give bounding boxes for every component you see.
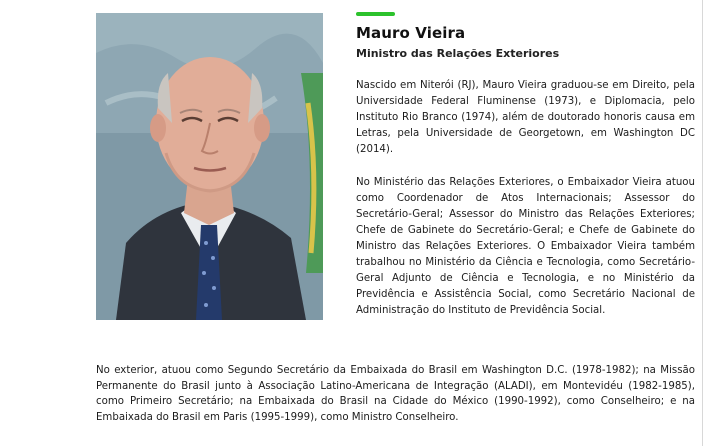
page-edge-divider <box>702 0 703 446</box>
portrait-photo <box>96 13 323 320</box>
person-name: Mauro Vieira <box>356 24 466 42</box>
bio-paragraph-1: Nascido em Niterói (RJ), Mauro Vieira graduou-se em Direito, pela Universidade Federal Fluminense (1973), e Diplomacia, pelo Instituto Rio Branco (1974), além de doutorado honoris causa em Letras, pela Universidade de Georgetown, em Washington DC (2014). <box>356 80 695 155</box>
accent-bar <box>356 12 395 16</box>
portrait-illustration <box>96 13 323 320</box>
person-role: Ministro das Relações Exteriores <box>356 47 560 60</box>
bio-paragraph-3: No exterior, atuou como Segundo Secretário da Embaixada do Brasil em Washington D.C. (1978-1982); na Missão Permanente do Brasil junto à Associação Latino-Americana de Integração (ALADI), em Montevidéu (1982-1985), como Primeiro Secretário; na Embaixada do Brasil na Cidade do México (1990-1992), como Conselheiro; e na Embaixada do Brasil em Paris (1995-1999), como Ministro Conselheiro. <box>96 365 695 423</box>
bio-paragraph-2: No Ministério das Relações Exteriores, o Embaixador Vieira atuou como Coordenador de Atos Internacionais; Assessor do Secretário-Geral; Assessor do Ministro das Relações Exteriores; Chefe de Gabinete do Secretário-Geral; e Chefe de Gabinete do Ministro das Relações Exteriores. O Embaixador Vieira também trabalhou no Ministério da Ciência e Tecnologia, como Secretário-Geral Adjunto de Ciência e Tecnologia, e no Ministério da Previdência e Assistência Social, como Secretário Nacional de Administração do Instituto de Previdência Social. <box>356 177 695 316</box>
